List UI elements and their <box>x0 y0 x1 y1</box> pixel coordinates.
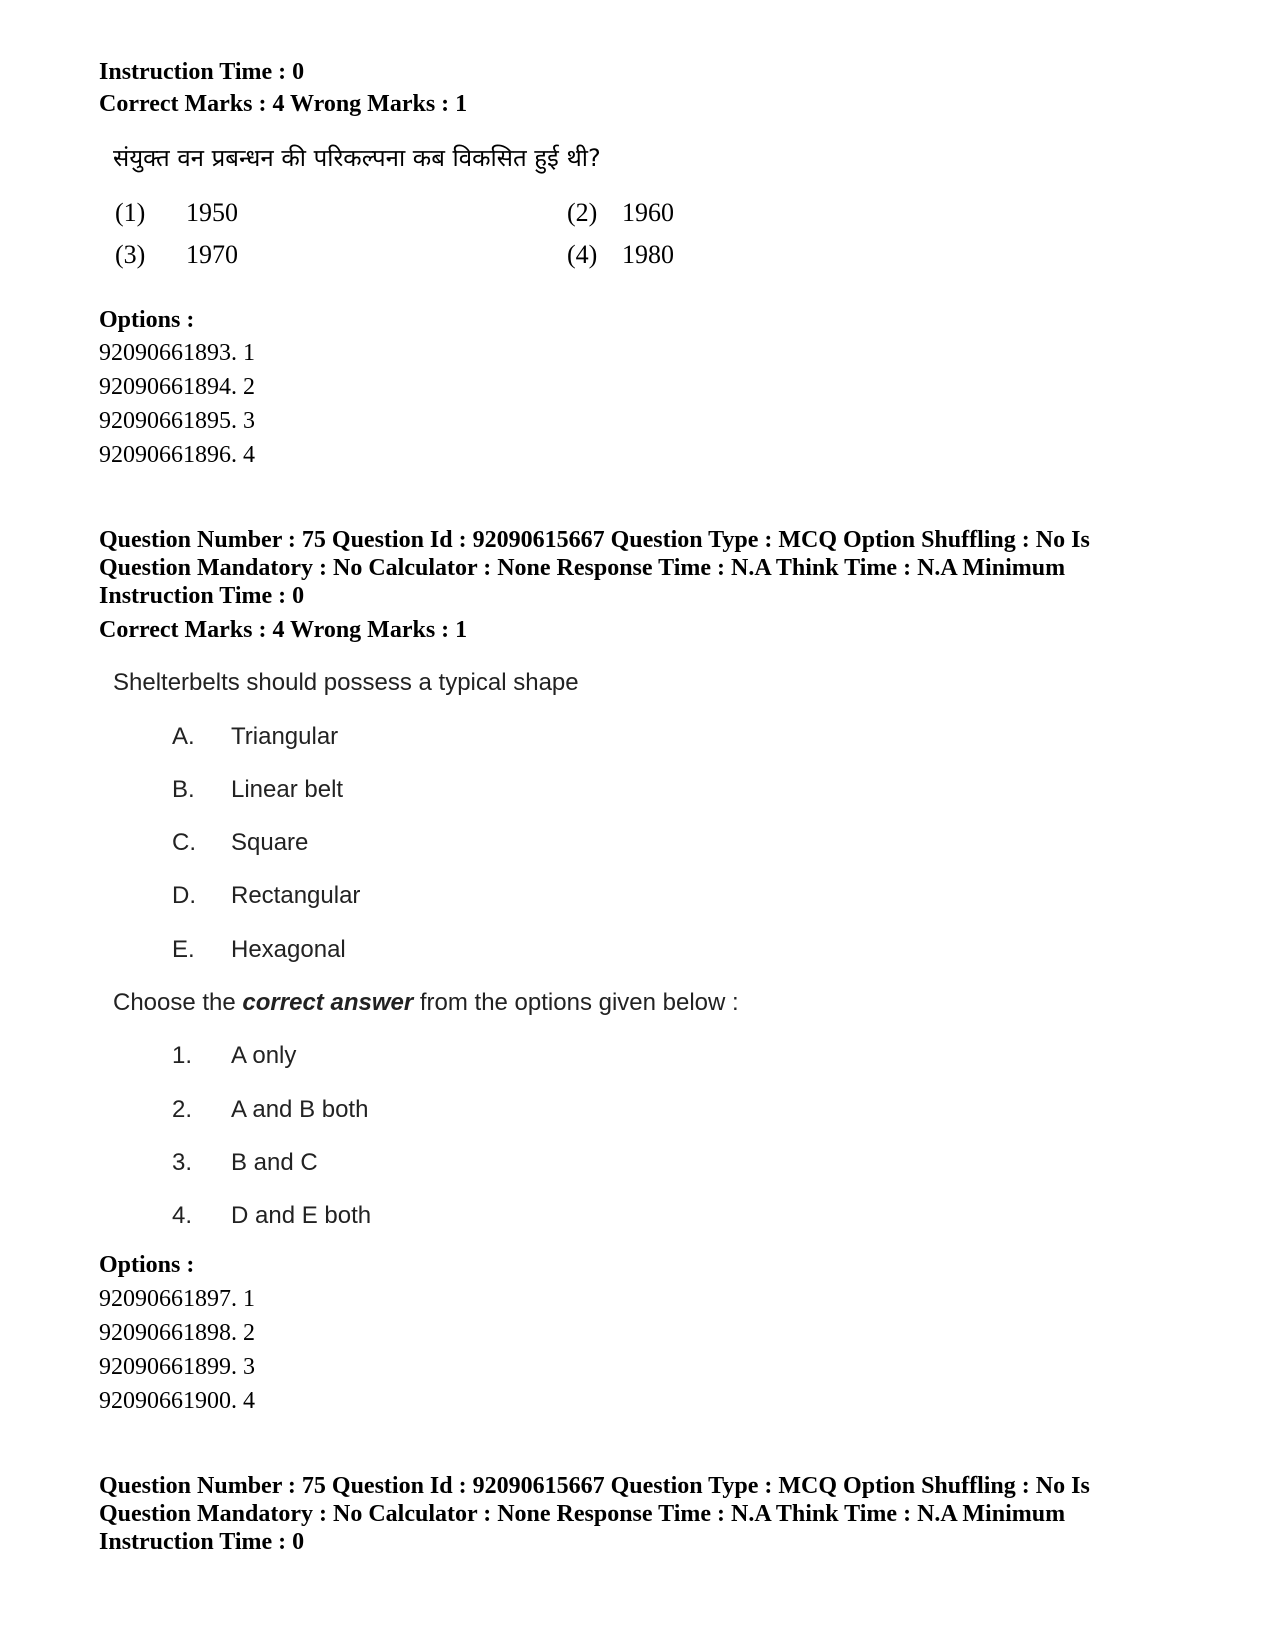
options-label: Options : <box>99 1252 195 1278</box>
statement-text: Rectangular <box>231 882 361 909</box>
statement-letter: A. <box>172 723 195 750</box>
option-item: 92090661900. 4 <box>99 1388 255 1414</box>
statement-text: Linear belt <box>231 776 344 803</box>
answer-text: B and C <box>231 1149 318 1176</box>
option-item: 92090661899. 3 <box>99 1354 255 1380</box>
option-item: 92090661893. 1 <box>99 340 255 366</box>
answer-number: 1. <box>172 1042 193 1069</box>
answer-number: 4. <box>172 1202 193 1229</box>
choice-number: (4) <box>567 240 598 269</box>
question-meta-line: Question Mandatory : No Calculator : None Response Time : N.A Think Time : N.A Minimum <box>99 555 1066 581</box>
choice-value: 1980 <box>622 240 674 269</box>
marks-line: Correct Marks : 4 Wrong Marks : 1 <box>99 617 468 643</box>
choose-emphasis: correct answer <box>242 989 414 1016</box>
option-item: 92090661895. 3 <box>99 408 255 434</box>
statement-text: Triangular <box>231 723 339 750</box>
instruction-time: Instruction Time : 0 <box>99 583 305 609</box>
choose-prefix: Choose the <box>113 989 243 1016</box>
option-item: 92090661896. 4 <box>99 442 255 468</box>
option-item: 92090661894. 2 <box>99 374 255 400</box>
choose-instruction <box>113 989 739 1017</box>
choice-value: 1970 <box>186 240 238 269</box>
answer-text: D and E both <box>231 1202 372 1229</box>
statement-letter: E. <box>172 936 195 963</box>
answer-number: 2. <box>172 1096 193 1123</box>
statement-letter: B. <box>172 776 195 803</box>
question-meta-line: Question Number : 75 Question Id : 92090615667 Question Type : MCQ Option Shuffling : No Is <box>99 527 1090 553</box>
choice-number: (3) <box>115 240 146 269</box>
answer-number: 3. <box>172 1149 193 1176</box>
question-text: संयुक्त वन प्रबन्धन की परिकल्पना कब विकसित हुई थी? <box>113 144 601 172</box>
question-meta-line: Question Number : 75 Question Id : 92090615667 Question Type : MCQ Option Shuffling : No Is <box>99 1473 1090 1499</box>
option-item: 92090661898. 2 <box>99 1320 255 1346</box>
statement-text: Square <box>231 829 309 856</box>
answer-text: A only <box>231 1042 297 1069</box>
marks-line: Correct Marks : 4 Wrong Marks : 1 <box>99 91 468 117</box>
instruction-time: Instruction Time : 0 <box>99 59 305 85</box>
choice-value: 1960 <box>622 198 674 227</box>
answer-text: A and B both <box>231 1096 369 1123</box>
choice-number: (2) <box>567 198 598 227</box>
instruction-time: Instruction Time : 0 <box>99 1529 305 1555</box>
choice-value: 1950 <box>186 198 238 227</box>
question-meta-line: Question Mandatory : No Calculator : None Response Time : N.A Think Time : N.A Minimum <box>99 1501 1066 1527</box>
statement-letter: C. <box>172 829 196 856</box>
options-label: Options : <box>99 307 195 333</box>
question-text: Shelterbelts should possess a typical shape <box>113 669 579 696</box>
statement-text: Hexagonal <box>231 936 346 963</box>
statement-letter: D. <box>172 882 196 909</box>
choice-number: (1) <box>115 198 146 227</box>
option-item: 92090661897. 1 <box>99 1286 255 1312</box>
choose-suffix: from the options given below : <box>413 989 739 1016</box>
